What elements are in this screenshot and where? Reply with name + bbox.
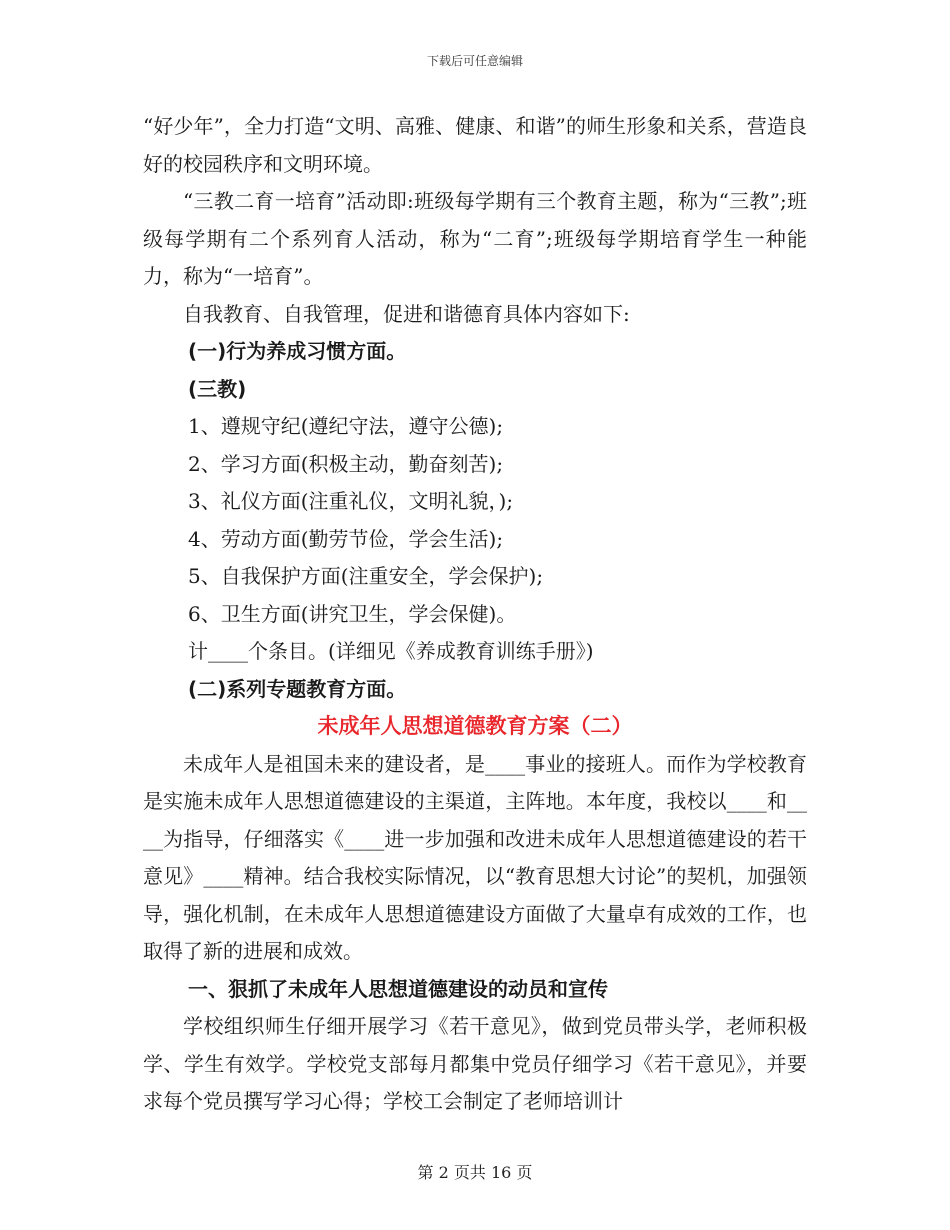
heading-series-topics: (二)系列专题教育方面。 <box>188 676 407 701</box>
list-item: 2、学习方面(积极主动，勤奋刻苦); <box>188 451 504 476</box>
list-item: 4、劳动方面(勤劳节俭，学会生活); <box>188 526 504 551</box>
list-item: 1、遵规守纪(遵纪守法，遵守公德); <box>188 414 504 438</box>
heading-behavior-habits: (一)行为养成习惯方面。 <box>188 339 407 363</box>
header-note: 下载后可任意编辑 <box>426 54 523 68</box>
document-body <box>143 108 807 1121</box>
paragraph-2: “三教二育一培育”活动即:班级每学期有三个教育主题，称为“三教”;班级每学期有二个系列育人活动，称为“二育”;班级每学期培育学生一种能力，称为“一培育”。 <box>143 189 807 288</box>
paragraph-5: 学校组织师生仔细开展学习《若干意见》，做到党员带头学，老师积极学、学生有效学。学校党支部每月都集中党员仔细学习《若干意见》，并要求每个党员撰写学习心得；学校工会制定了老师培训计 <box>143 1014 807 1113</box>
paragraph-4: 未成年人是祖国未来的建设者，是____事业的接班人。而作为学校教育是实施未成年人思想道德建设的主渠道，主阵地。本年度，我校以____和____为指导，仔细落实《____进一步加强和改进未成年人思想道德建设的若干意见》____精神。结合我校实际情况，以“教育思想大讨论”的契机，加强领导，强化机制，在未成年人思想道德建设方面做了大量卓有成效的工作，也取得了新的进展和成效。 <box>143 751 807 963</box>
heading-three-teachings: (三教) <box>188 376 247 401</box>
list-item: 5、自我保护方面(注重安全，学会保护); <box>188 564 544 588</box>
section-title: 未成年人思想道德教育方案（二） <box>317 714 633 738</box>
list-item-total: 计____个条目。(详细见《养成教育训练手册》) <box>188 639 594 663</box>
list-item: 6、卫生方面(讲究卫生，学会保健)。 <box>188 601 517 626</box>
list-item: 3、礼仪方面(注重礼仪，文明礼貌，); <box>188 489 514 513</box>
paragraph-3: 自我教育、自我管理，促进和谐德育具体内容如下: <box>183 301 630 326</box>
heading-mobilization: 一、狠抓了未成年人思想道德建设的动员和宣传 <box>188 976 608 1001</box>
paragraph-1: “好少年”，全力打造“文明、高雅、健康、和谐”的师生形象和关系，营造良好的校园秩序和文明环境。 <box>143 114 807 176</box>
page-number: 第 2 页共 16 页 <box>417 1163 533 1182</box>
